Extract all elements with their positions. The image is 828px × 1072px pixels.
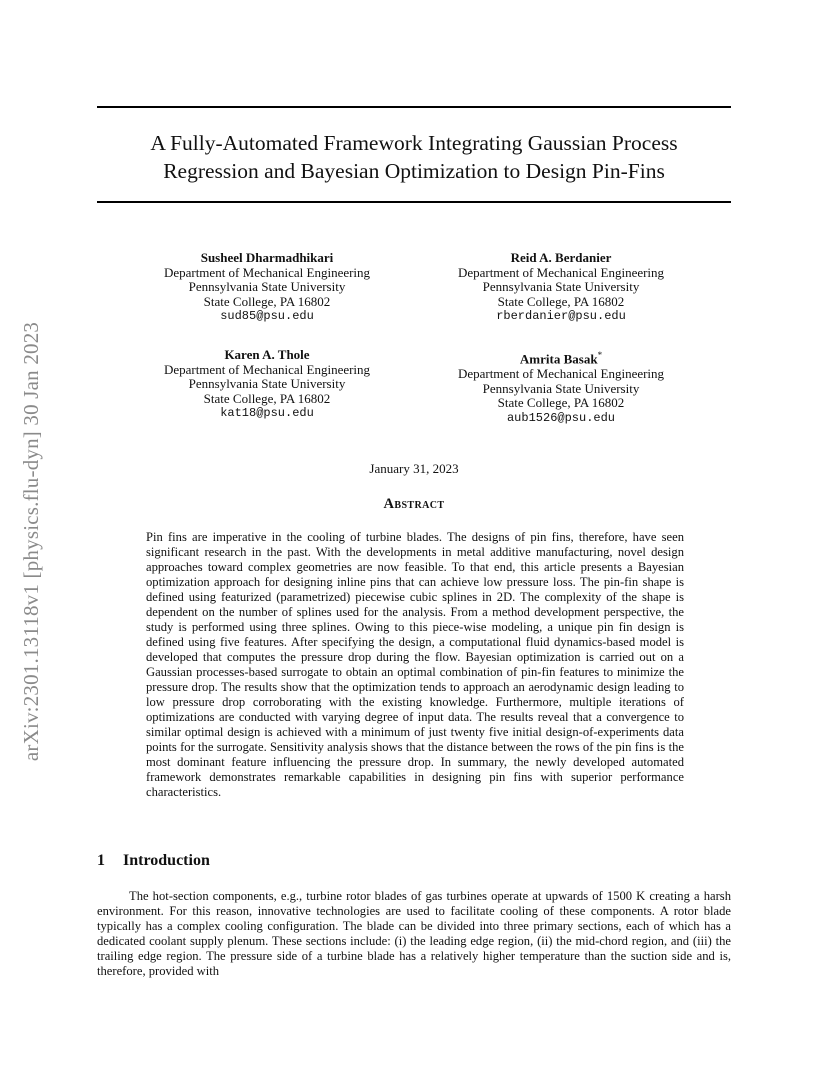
author-name: Karen A. Thole xyxy=(224,347,310,362)
author-email: sud85@psu.edu xyxy=(220,309,314,324)
abstract-text: Pin fins are imperative in the cooling of turbine blades. The designs of pin fins, therefore, have seen significant research in the past. With the developments in metal additive manufacturing, novel design approaches toward complex geometries are now feasible. To that end, this article presents a Bayesian optimization approach for designing inline pins that can achieve low pressure loss. The pin-fin shape is defined using featurized (parametrized) piecewise cubic splines in 2D. The complexity of the shape is dependent on the number of splines used for the analysis. From a method development perspective, the study is performed using three splines. Owing to this piece-wise modeling, a unique pin fin design is defined using five features. After specifying the design, a computational fluid dynamics-based model is developed that computes the pressure drop during the flow. Bayesian optimization is carried out on a Gaussian processes-based surrogate to obtain an optimal combination of pin-fin features to minimize the pressure drop. The results show that the optimization tends to approach an aerodynamic design leading to low pressure drop corroborating with the existing knowledge. Furthermore, multiple iterations of optimizations are conducted with varying degree of input data. The results reveal that a convergence to similar optimal design is achieved with a minimum of just twenty five initial design-of-experiments data points for the surrogate. Sensitivity analysis shows that the distance between the rows of the pin fins is the most dominant feature influencing the pressure drop. In summary, the newly developed automated framework demonstrates remarkable capabilities in designing pin fins with superior performance characteristics. xyxy=(146,530,684,799)
section-number: 1 xyxy=(97,852,105,869)
author-name: Reid A. Berdanier xyxy=(510,250,612,265)
author-university: Pennsylvania State University xyxy=(482,279,640,295)
author-city: State College, PA 16802 xyxy=(497,293,625,309)
author-city: State College, PA 16802 xyxy=(203,390,331,406)
author-name: Susheel Dharmadhikari xyxy=(200,250,334,265)
paper-title xyxy=(97,129,731,185)
section-title: Introduction xyxy=(123,852,210,869)
abstract-heading: Abstract xyxy=(383,496,445,512)
bottom-title-rule xyxy=(97,201,731,203)
author-email: rberdanier@psu.edu xyxy=(496,309,626,324)
author-department: Department of Mechanical Engineering xyxy=(163,361,371,377)
author-city: State College, PA 16802 xyxy=(497,395,625,411)
author-email: aub1526@psu.edu xyxy=(506,410,616,425)
author-university: Pennsylvania State University xyxy=(188,279,346,295)
author-city: State College, PA 16802 xyxy=(203,293,331,309)
author-name-text: Amrita Basak xyxy=(519,351,598,367)
corresponding-author-mark: * xyxy=(597,350,603,360)
author-block-4 xyxy=(426,348,696,425)
top-rule xyxy=(97,106,731,108)
author-name xyxy=(426,348,696,367)
author-department: Department of Mechanical Engineering xyxy=(457,264,665,280)
author-department: Department of Mechanical Engineering xyxy=(457,365,665,381)
introduction-paragraph: The hot-section components, e.g., turbine rotor blades of gas turbines operate at upwards of 1500 K creating a harsh environment. For this reason, innovative technologies are used to facilitate cooling of these components. A rotor blade typically has a complex cooling configuration. The blade can be divided into three primary sections, each of which has a dedicated coolant supply plenum. These sections include: (i) the leading edge region, (ii) the mid-chord region, and (iii) the trailing edge region. The pressure side of a turbine blade has a relatively higher temperature than the suction side and is, therefore, provided with xyxy=(97,889,731,978)
section-heading xyxy=(97,852,210,870)
title-line-2: Regression and Bayesian Optimization to Design Pin-Fins xyxy=(163,159,665,183)
title-line-1: A Fully-Automated Framework Integrating Gaussian Process xyxy=(150,131,678,155)
author-block-1 xyxy=(132,251,402,324)
author-university: Pennsylvania State University xyxy=(188,376,346,392)
author-university: Pennsylvania State University xyxy=(482,380,640,396)
author-block-2 xyxy=(426,251,696,324)
arxiv-identifier: arXiv:2301.13118v1 [physics.flu-dyn] 30 Jan 2023 xyxy=(19,321,44,761)
paper-date: January 31, 2023 xyxy=(369,461,459,476)
author-email: kat18@psu.edu xyxy=(220,406,314,421)
author-block-3 xyxy=(132,348,402,421)
arxiv-sidebar xyxy=(14,256,50,826)
author-department: Department of Mechanical Engineering xyxy=(163,264,371,280)
